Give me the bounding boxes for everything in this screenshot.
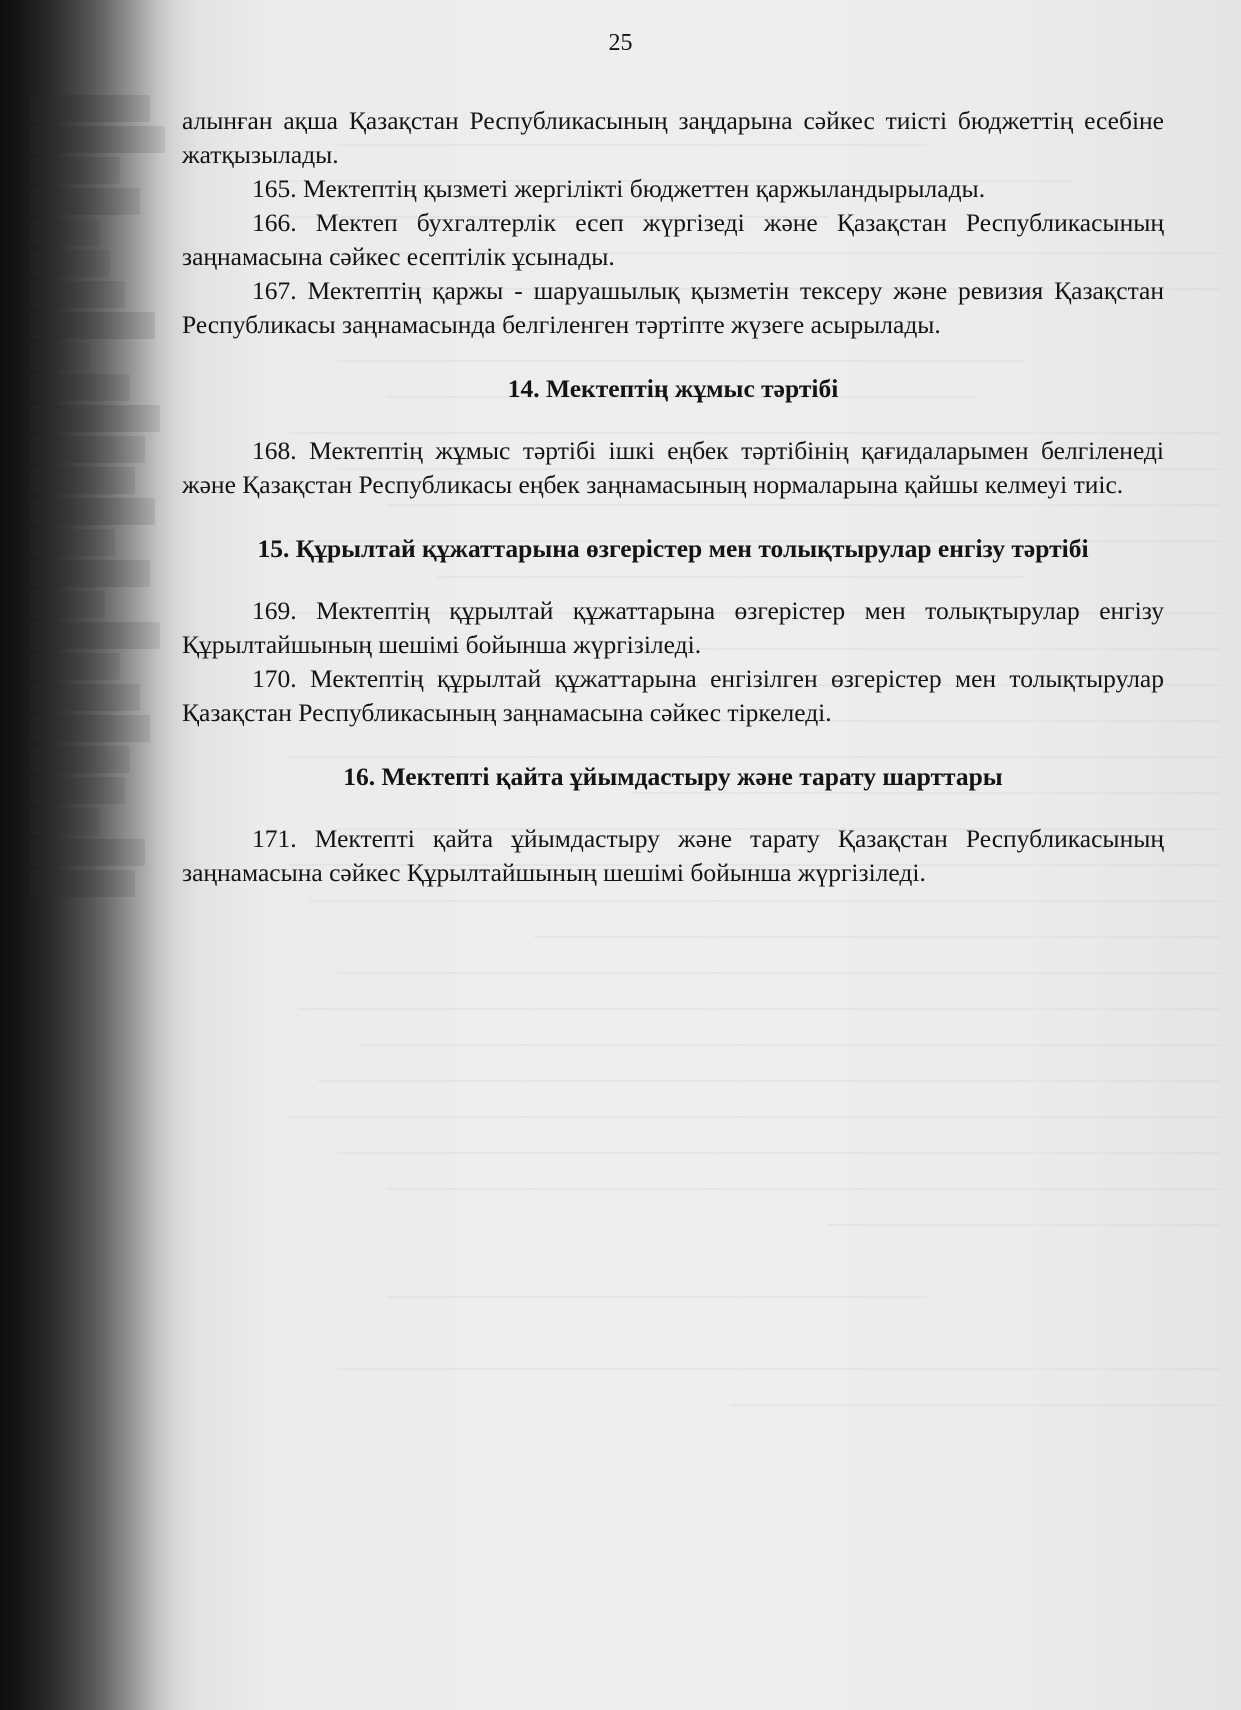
page-number: 25 xyxy=(608,30,633,56)
paragraph-169: 169. Мектептің құрылтай құжаттарына өзгерістер мен толықтырулар енгізу Құрылтайшының шешімі бойынша жүргізіледі. xyxy=(182,596,1164,659)
paragraph-continuation: алынған ақша Қазақстан Республикасының заңдарына сәйкес тиісті бюджеттің есебіне жатқызылады. xyxy=(182,106,1164,169)
facing-page-edge xyxy=(30,95,170,995)
paragraph-171: 171. Мектепті қайта ұйымдастыру және тарату Қазақстан Республикасының заңнамасына сәйкес Құрылтайшының шешімі бойынша жүргізіледі. xyxy=(182,824,1164,887)
section-heading-14: 14. Мектептің жұмыс тәртібі xyxy=(507,374,839,403)
document-body xyxy=(182,104,1164,890)
section-heading-16: 16. Мектепті қайта ұйымдастыру және тарату шарттары xyxy=(343,762,1003,791)
paragraph-166: 166. Мектеп бухгалтерлік есеп жүргізеді және Қазақстан Республикасының заңнамасына сәйкес есептілік ұсынады. xyxy=(182,208,1164,271)
paragraph-170: 170. Мектептің құрылтай құжаттарына енгізілген өзгерістер мен толықтырулар Қазақстан Республикасының заңнамасына сәйкес тіркеледі. xyxy=(182,664,1164,727)
paragraph-165: 165. Мектептің қызметі жергілікті бюджеттен қаржыландырылады. xyxy=(252,174,986,203)
section-heading-15: 15. Құрылтай құжаттарына өзгерістер мен толықтырулар енгізу тәртібі xyxy=(257,534,1089,563)
paragraph-168: 168. Мектептің жұмыс тәртібі ішкі еңбек тәртібінің қағидаларымен белгіленеді және Қазақстан Республикасы еңбек заңнамасының нормаларына қайшы келмеуі тиіс. xyxy=(182,436,1164,499)
paragraph-167: 167. Мектептің қаржы - шаруашылық қызметін тексеру және ревизия Қазақстан Республикасы заңнамасында белгіленген тәртіпте жүзеге асырылады. xyxy=(182,276,1164,339)
